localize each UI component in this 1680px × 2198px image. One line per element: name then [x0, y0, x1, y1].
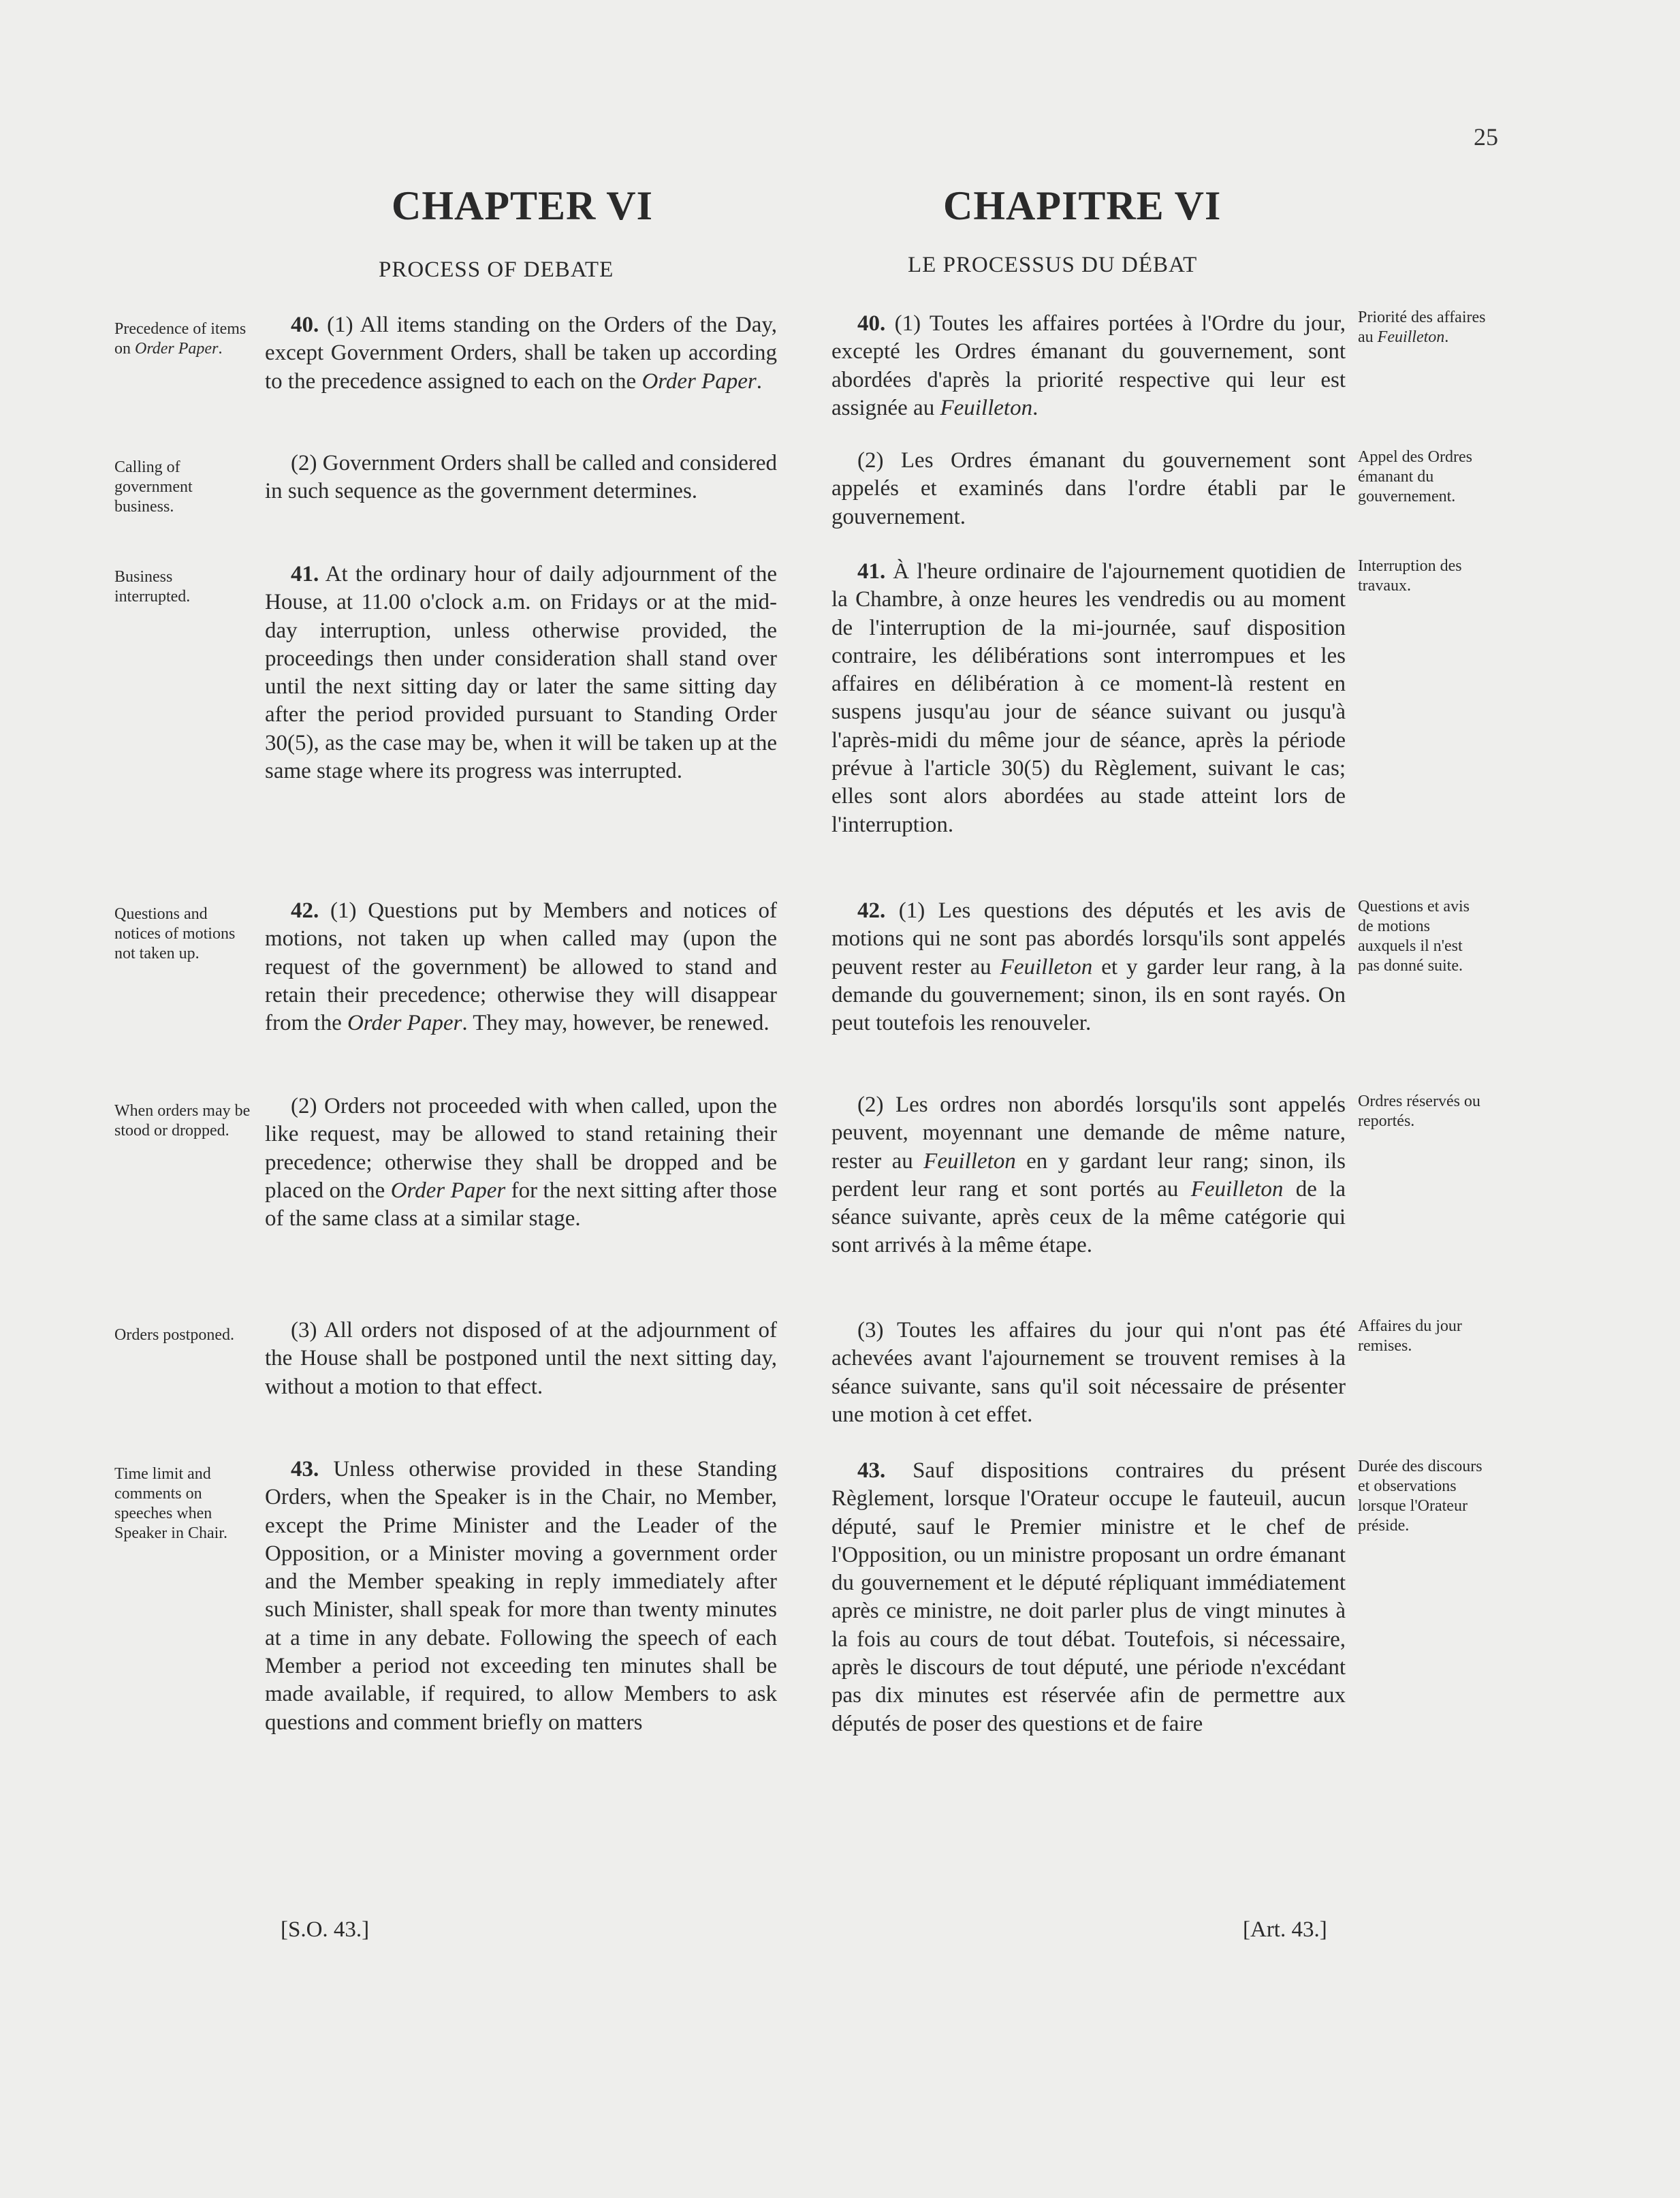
english-paragraph-40-1: 40. (1) All items standing on the Orders of the Day, except Government Orders, shall be taken up according to the precedence assigned to each on the Order Paper. [265, 313, 777, 394]
english-paragraph-40-2: (2) Government Orders shall be called and considered in such sequence as the government determines. [265, 451, 777, 504]
footer-reference-english: [S.O. 43.] [281, 1917, 370, 1942]
chapter-title-french: CHAPITRE VI [943, 183, 1222, 228]
french-paragraph-41: 41. À l'heure ordinaire de l'ajournement quotidien de la Chambre, à onze heures les vendredis ou au moment de l'interruption de la mi-journée, sauf disposition contraire, les délibérations sont interrompues et les affaires en délibération à ce moment-là restent en suspens jusqu'au jour de séance suivant ou jusqu'à l'après-midi du même jour de séance, après la période prévue à l'article 30(5) du Règlement, suivant le cas; elles sont alors abordées au stade atteint lors de l'interruption. [831, 559, 1346, 837]
chapter-subtitle-english: PROCESS OF DEBATE [379, 257, 614, 282]
page-number: 25 [1474, 123, 1498, 151]
margin-note-french: Appel des Ordres émanant du gouvernement. [1358, 448, 1472, 505]
french-paragraph-42-1: 42. (1) Les questions des députés et les avis de motions qui ne sont pas abordés lorsqu'ils sont appelés peuvent rester au Feuilleton et y garder leur rang, à la demande du gouvernement; sinon, ils en sont rayés. On peut toutefois les renouveler. [831, 898, 1346, 1036]
english-paragraph-42-1: 42. (1) Questions put by Members and notices of motions, not taken up when called may (upon the request of the government) be allowed to stand and retain their precedence; otherwise they will disappear from the Order Paper. They may, however, be renewed. [265, 898, 777, 1036]
english-paragraph-43: 43. Unless otherwise provided in these Standing Orders, when the Speaker is in the Chair, no Member, except the Prime Minister and the Leader of the Opposition, or a Minister moving a government order and the Member speaking in reply immediately after such Minister, shall speak for more than twenty minutes at a time in any debate. Following the speech of each Member a period not exceeding ten minutes shall be made available, if required, to allow Members to ask questions and comment briefly on matters [265, 1457, 777, 1735]
margin-note-french: Priorité des affaires au Feuilleton. [1358, 309, 1486, 346]
margin-note-english: Time limit and comments on speeches when Speaker in Chair. [114, 1465, 227, 1542]
margin-note-french: Ordres réservés ou reportés. [1358, 1093, 1480, 1130]
french-paragraph-40-2: (2) Les Ordres émanant du gouvernement sont appelés et examinés dans l'ordre établi par le gouvernement. [831, 448, 1346, 529]
english-paragraph-42-3: (3) All orders not disposed of at the adjournment of the House shall be postponed until the next sitting day, without a motion to that effect. [265, 1318, 777, 1399]
margin-note-french: Durée des discours et observations lorsque l'Orateur préside. [1358, 1458, 1483, 1535]
margin-note-french: Affaires du jour remises. [1358, 1317, 1462, 1355]
margin-note-english: Calling of government business. [114, 458, 193, 516]
french-paragraph-42-3: (3) Toutes les affaires du jour qui n'ont pas été achevées avant l'ajournement se trouvent remises à la séance suivante, sans qu'il soit nécessaire de présenter une motion à cet effet. [831, 1318, 1346, 1427]
french-paragraph-42-2: (2) Les ordres non abordés lorsqu'ils sont appelés peuvent, moyennant une demande de même nature, rester au Feuilleton en y gardant leur rang; sinon, ils perdent leur rang et sont portés au Feuilleton de la séance suivante, après ceux de la même catégorie qui sont arrivés à la même étape. [831, 1093, 1346, 1258]
english-paragraph-41: 41. At the ordinary hour of daily adjournment of the House, at 11.00 o'clock a.m. on Fridays or at the mid-day interruption, unless otherwise provided, the proceedings then under consideration shall stand over until the next sitting day or later the same sitting day after the period provided pursuant to Standing Order 30(5), as the case may be, when it will be taken up at the same stage where its progress was interrupted. [265, 562, 777, 784]
english-paragraph-42-2: (2) Orders not proceeded with when called, upon the like request, may be allowed to stand retaining their precedence; otherwise they shall be dropped and be placed on the Order Paper for the next sitting after those of the same class at a similar stage. [265, 1094, 777, 1231]
margin-note-english: Orders postponed. [114, 1326, 234, 1344]
footer-reference-french: [Art. 43.] [1243, 1917, 1327, 1942]
chapter-title-english: CHAPTER VI [392, 183, 653, 228]
margin-note-french: Interruption des travaux. [1358, 557, 1462, 595]
chapter-subtitle-french: LE PROCESSUS DU DÉBAT [908, 253, 1198, 277]
margin-note-english: Business interrupted. [114, 568, 191, 606]
margin-note-english: Questions and notices of motions not taken up. [114, 905, 236, 962]
margin-note-french: Questions et avis de motions auxquels il n'est pas donné suite. [1358, 898, 1470, 975]
french-paragraph-40-1: 40. (1) Toutes les affaires portées à l'Ordre du jour, excepté les Ordres émanant du gouvernement, sont abordées d'après la priorité respective qui leur est assignée au Feuilleton. [831, 311, 1346, 420]
margin-note-english: When orders may be stood or dropped. [114, 1102, 251, 1140]
margin-note-english: Precedence of items on Order Paper. [114, 320, 247, 358]
french-paragraph-43: 43. Sauf dispositions contraires du présent Règlement, lorsque l'Orateur occupe le fauteuil, aucun député, sauf le Premier ministre et le chef de l'Opposition, ou un ministre proposant un ordre émanant du gouvernement et le député répliquant immédiatement après ce ministre, ne doit parler plus de vingt minutes à la fois au cours de tout débat. Toutefois, si nécessaire, après le discours de tout député, une période n'excédant pas dix minutes est réservée afin de permettre aux députés de poser des questions et de faire [831, 1458, 1346, 1736]
